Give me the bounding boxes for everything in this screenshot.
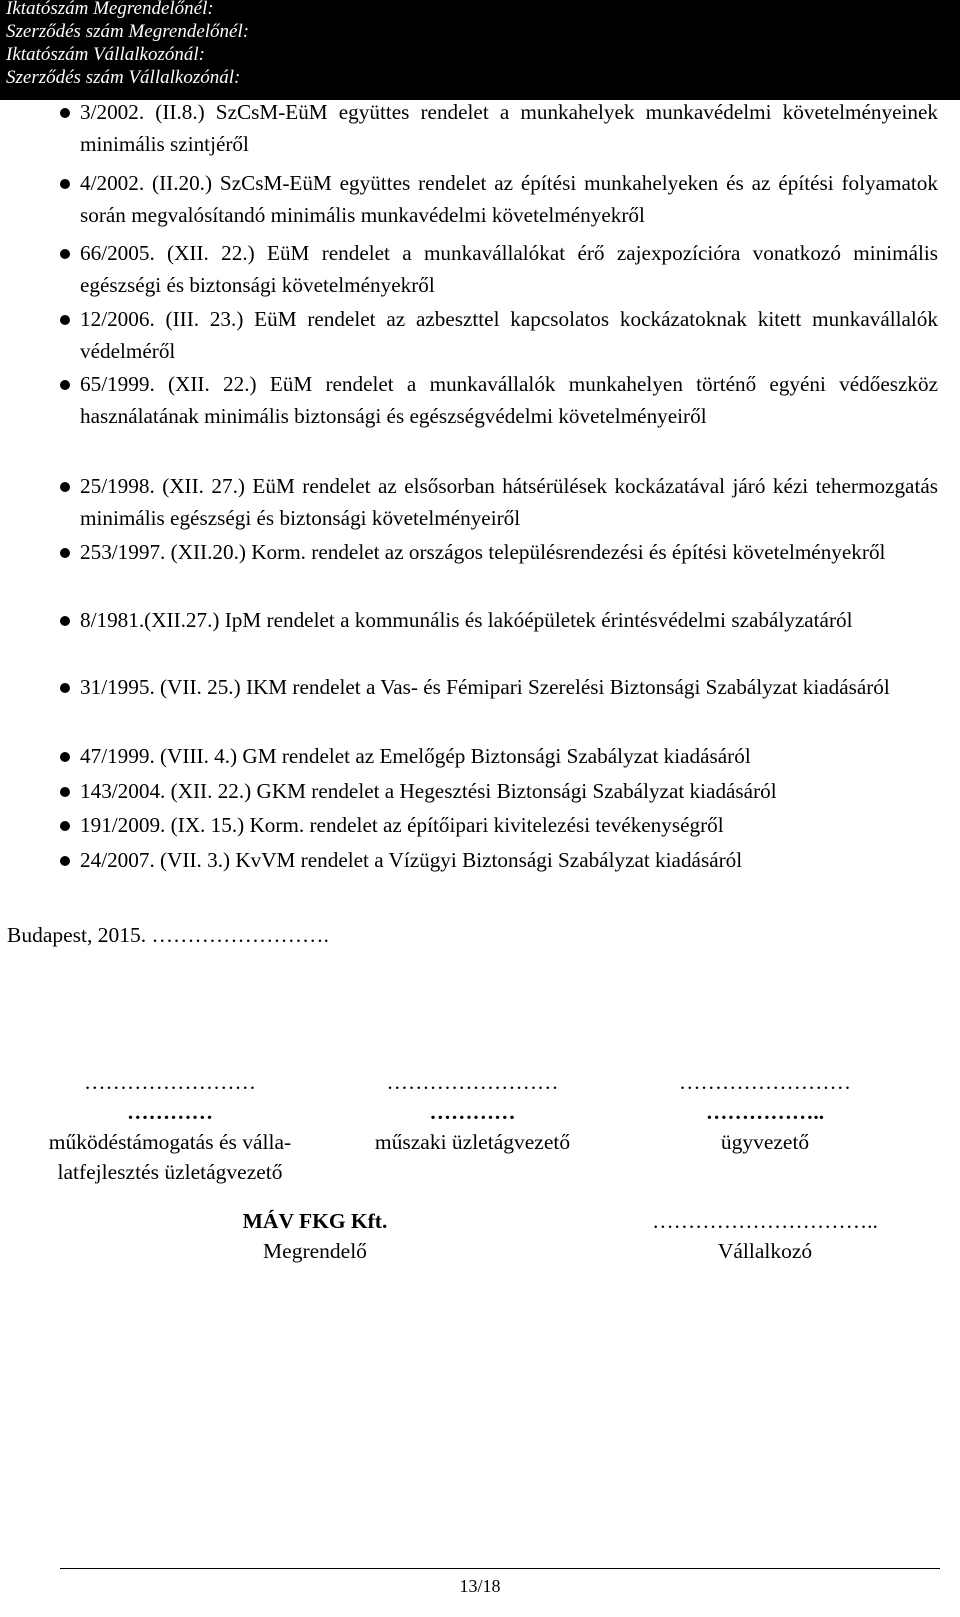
- header-contract-contractor: Szerződés szám Vállalkozónál:: [6, 67, 241, 88]
- bullet-icon: [60, 108, 70, 118]
- client-party-block: [190, 1206, 440, 1266]
- list-item-text: 143/2004. (XII. 22.) GKM rendelet a Hegesztési Biztonsági Szabályzat kiadásáról: [80, 779, 777, 803]
- page-number: 13/18: [459, 1576, 501, 1596]
- document-header-bar: [0, 0, 960, 100]
- bullet-icon: [60, 249, 70, 259]
- client-role-label: Megrendelő: [263, 1239, 367, 1263]
- signature-line: ……………………: [679, 1070, 851, 1094]
- list-item-text: 65/1999. (XII. 22.) EüM rendelet a munkavállalók munkahelyen történő egyéni védőeszköz használatának minimális biztonsági és egészségvédelmi követelményeiről: [80, 372, 938, 428]
- contractor-role-label: Vállalkozó: [717, 1239, 813, 1263]
- signature-line: ……………………: [84, 1070, 256, 1094]
- header-registration-client: Iktatószám Megrendelőnél:: [6, 0, 214, 19]
- client-company-name: MÁV FKG Kft.: [242, 1209, 388, 1233]
- contractor-party-block: [620, 1206, 910, 1266]
- bullet-icon: [60, 856, 70, 866]
- list-item-text: 66/2005. (XII. 22.) EüM rendelet a munkavállalókat érő zajexpozícióra vonatkozó minimális egészségi és biztonsági követelményekről: [80, 241, 938, 297]
- signature-line: ……………..: [705, 1100, 825, 1124]
- bullet-icon: [60, 482, 70, 492]
- bullet-icon: [60, 179, 70, 189]
- signatory-role: működéstámogatás és válla-: [48, 1130, 292, 1154]
- signatory-role-continued: latfejlesztés üzletágvezető: [57, 1160, 283, 1184]
- list-item-text: 3/2002. (II.8.) SzCsM-EüM együttes rendelet a munkahelyek munkavédelmi követelményeinek minimális szintjéről: [80, 100, 938, 156]
- signatory-role: műszaki üzletágvezető: [374, 1130, 571, 1154]
- footer-divider: [60, 1568, 940, 1569]
- signature-block-technical: [340, 1067, 605, 1157]
- place-and-date: Budapest, 2015. …………………….: [7, 923, 329, 947]
- list-item-text: 24/2007. (VII. 3.) KvVM rendelet a Vízügyi Biztonsági Szabályzat kiadásáról: [80, 848, 743, 872]
- header-registration-contractor: Iktatószám Vállalkozónál:: [6, 44, 205, 65]
- bullet-icon: [60, 821, 70, 831]
- bullet-icon: [60, 548, 70, 558]
- header-contract-client: Szerződés szám Megrendelőnél:: [6, 21, 250, 42]
- bullet-icon: [60, 683, 70, 693]
- bullet-icon: [60, 315, 70, 325]
- contractor-signature-line: …………………………..: [652, 1209, 878, 1233]
- signature-block-managing-director: [640, 1067, 890, 1157]
- bullet-icon: [60, 787, 70, 797]
- signature-line: …………: [429, 1100, 516, 1124]
- bullet-icon: [60, 616, 70, 626]
- list-item-text: 191/2009. (IX. 15.) Korm. rendelet az építőipari kivitelezési tevékenységről: [80, 813, 724, 837]
- bullet-icon: [60, 752, 70, 762]
- list-item-text: 25/1998. (XII. 27.) EüM rendelet az elsősorban hátsérülések kockázatával járó kézi tehermozgatás minimális egészségi és biztonsági követelményeiről: [80, 474, 938, 530]
- signature-block-business-development: [20, 1067, 320, 1187]
- list-item-text: 47/1999. (VIII. 4.) GM rendelet az Emelőgép Biztonsági Szabályzat kiadásáról: [80, 744, 751, 768]
- signature-line: ……………………: [386, 1070, 559, 1094]
- list-item-text: 253/1997. (XII.20.) Korm. rendelet az országos településrendezési és építési követelményekről: [80, 540, 886, 564]
- signature-line: …………: [127, 1100, 213, 1124]
- list-item-text: 12/2006. (III. 23.) EüM rendelet az azbeszttel kapcsolatos kockázatoknak kitett munkavállalók védelméről: [80, 307, 938, 363]
- list-item-text: 31/1995. (VII. 25.) IKM rendelet a Vas- és Fémipari Szerelési Biztonsági Szabályzat kiadásáról: [80, 675, 890, 699]
- list-item-text: 8/1981.(XII.27.) IpM rendelet a kommunális és lakóépületek érintésvédelmi szabályzatáról: [80, 608, 853, 632]
- bullet-icon: [60, 380, 70, 390]
- signatory-role: ügyvezető: [720, 1130, 810, 1154]
- list-item-text: 4/2002. (II.20.) SzCsM-EüM együttes rendelet az építési munkahelyeken és az építési folyamatok során megvalósítandó minimális munkavédelmi követelményekről: [80, 171, 938, 227]
